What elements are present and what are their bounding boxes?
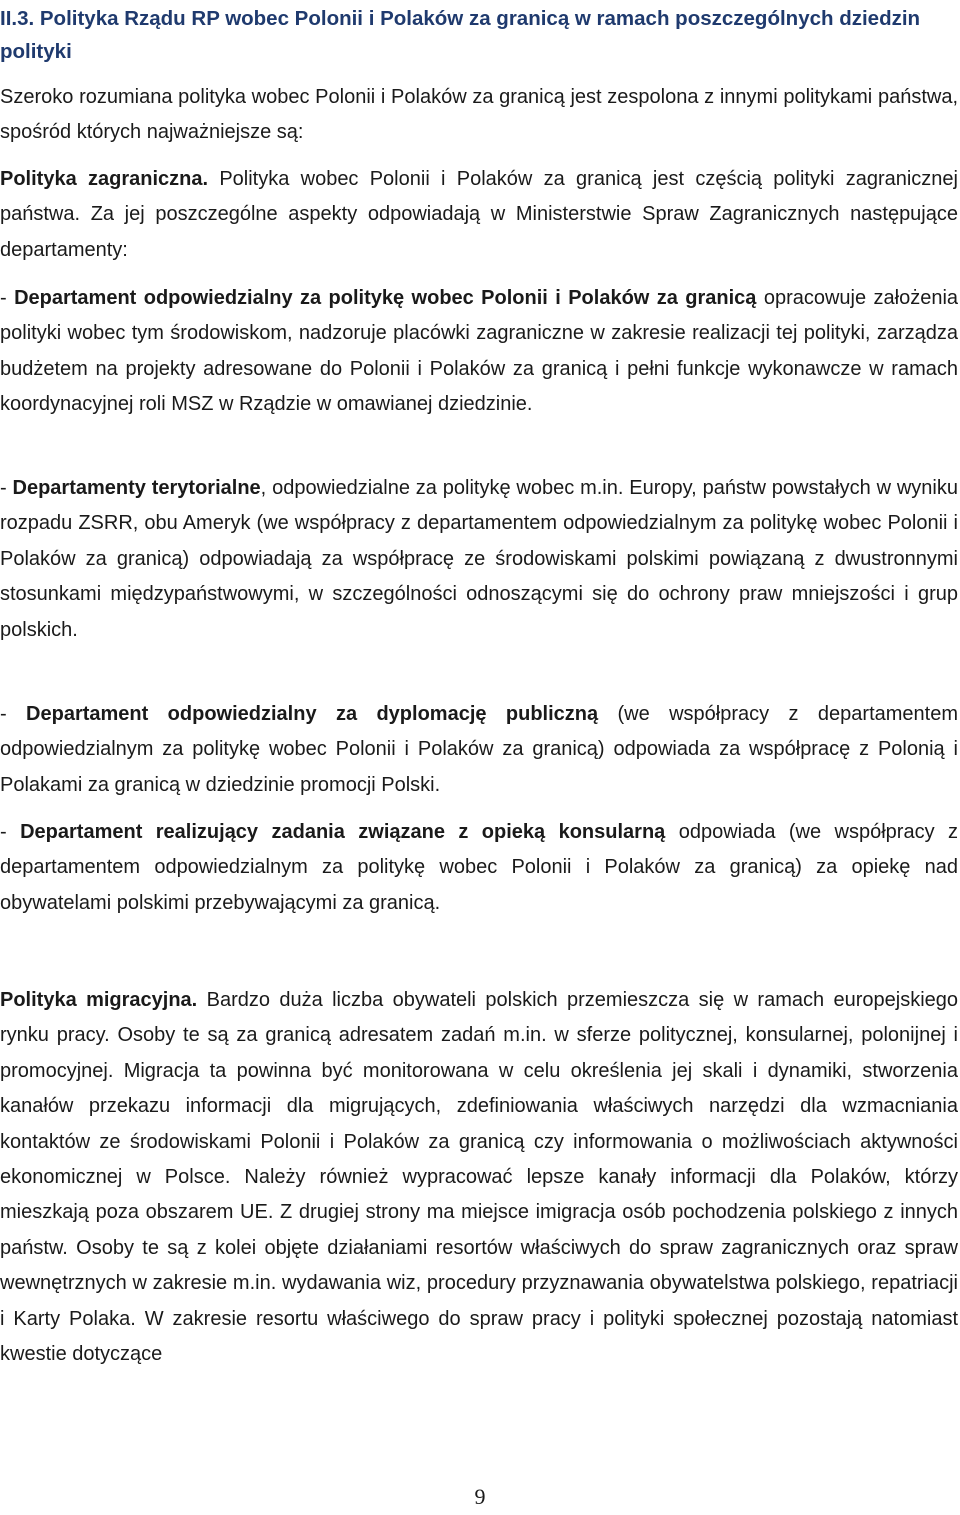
department-text: odpowiada (we współpracy z departamentem odpowiedzialnym za politykę wobec Polonii i Polaków za granicą) za opiekę nad obywatelami polskimi przebywającymi za granicą. — [0, 821, 959, 914]
department-dash: - — [0, 287, 15, 309]
department-item — [0, 281, 958, 423]
department-name: Departamenty terytorialne — [12, 477, 261, 499]
department-name: Departament odpowiedzialny za dyplomację publiczną — [26, 703, 599, 725]
department-name: Departament odpowiedzialny za politykę wobec Polonii i Polaków za granicą — [14, 287, 757, 309]
migration-policy-text: Bardzo duża liczba obywateli polskich przemieszcza się w ramach europejskiego rynku pracy. Osoby te są za granicą adresatem zadań m.in. w sferze politycznej, konsularnej, polonijnej i promocyjnej. Migracja ta powinna być monitorowana w celu określenia jej skali i dynamiki, stworzenia kanałów przekazu informacji dla migrujących, zdefiniowania właściwych narzędzi dla wzmacniania kontaktów ze środowiskami Polonii i Polaków za granicą czy informowania o możliwościach aktywności ekonomicznej w Polsce. Należy również wypracować lepsze kanały informacji dla Polaków, którzy mieszkają poza obszarem UE. Z drugiej strony ma miejsce imigracja osób pochodzenia polskiego z innych państw. Osoby te są z kolei objęte działaniami resortów właściwych do spraw zagranicznych oraz spraw wewnętrznych w zakresie m.in. wydawania wiz, procedury przyznawania obywatelstwa polskiego, repatriacji i Karty Polaka. W zakresie resortu właściwego do spraw pracy i polityki społecznej pozostają natomiast kwestie dotyczące — [0, 989, 959, 1366]
foreign-policy-text: Polityka wobec Polonii i Polaków za granicą jest częścią polityki zagranicznej państwa. Za jej poszczególne aspekty odpowiadają w Ministerstwie Spraw Zagranicznych następujące departamenty: — [0, 168, 959, 261]
department-item — [0, 471, 958, 648]
department-item — [0, 815, 958, 921]
foreign-policy-title: Polityka zagraniczna. — [0, 168, 209, 190]
foreign-policy-paragraph — [0, 162, 958, 268]
intro-paragraph: Szeroko rozumiana polityka wobec Polonii i Polaków za granicą jest zespolona z innymi politykami państwa, spośród których najważniejsze są: — [0, 86, 958, 144]
department-text: (we współpracy z departamentem odpowiedzialnym za politykę wobec Polonii i Polaków za granicą) odpowiada za współpracę z Polonią i Polakami za granicą w dziedzinie promocji Polski. — [0, 703, 958, 796]
migration-policy-paragraph — [0, 983, 958, 1372]
section-heading: II.3. Polityka Rządu RP wobec Polonii i Polaków za granicą w ramach poszczególnych dziedzin polityki — [0, 7, 921, 63]
page-number: 9 — [474, 1484, 486, 1509]
department-dash: - — [0, 821, 21, 843]
department-item — [0, 697, 958, 803]
department-dash: - — [0, 703, 27, 725]
migration-policy-title: Polityka migracyjna. — [0, 989, 198, 1011]
department-name: Departament realizujący zadania związane z opieką konsularną — [20, 821, 666, 843]
department-text: , odpowiedzialne za politykę wobec m.in. Europy, państw powstałych w wyniku rozpadu ZSRR, obu Ameryk (we współpracy z departamentem odpowiedzialnym za politykę wobec Polonii i Polaków za granicą) odpowiadają za współpracę ze środowiskami polskimi powiązaną z dwustronnymi stosunkami międzypaństwowymi, w szczególności odnoszącymi się do ochrony praw mniejszości i grup polskich. — [0, 477, 958, 641]
department-text: opracowuje założenia polityki wobec tym środowiskom, nadzoruje placówki zagraniczne w zakresie realizacji tej polityki, zarządza budżetem na projekty adresowane do Polonii i Polaków za granicą i pełni funkcje wykonawcze w ramach koordynacyjnej roli MSZ w Rządzie w omawianej dziedzinie. — [0, 287, 959, 416]
department-dash: - — [0, 477, 13, 499]
